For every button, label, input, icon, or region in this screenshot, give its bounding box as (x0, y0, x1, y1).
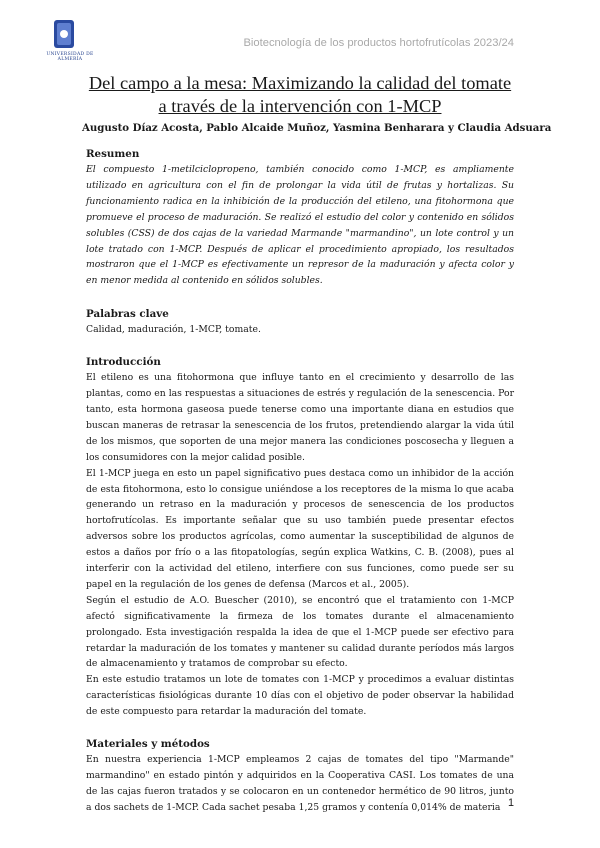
introduction-heading: Introducción (86, 356, 161, 369)
paper-title: Del campo a la mesa: Maximizando la calidad del tomate a través de la intervención con 1-MCP (88, 73, 512, 116)
running-header: Biotecnología de los productos hortofrutícolas 2023/24 (243, 37, 514, 49)
seal-center (60, 30, 68, 38)
methods-heading: Materiales y métodos (86, 738, 210, 751)
university-seal-icon (40, 18, 88, 52)
keywords-text: Calidad, maduración, 1-MCP, tomate. (86, 324, 261, 336)
introduction-paragraph: En este estudio tratamos un lote de tomates con 1-MCP y procedimos a evaluar distintas características fisiológicas durante 10 días con el objetivo de poder observar la habilidad de este compuesto para retardar la maduración del tomate. (86, 674, 514, 718)
keywords-heading: Palabras clave (86, 308, 169, 321)
paper-body (86, 146, 514, 816)
abstract-text: El compuesto 1-metilciclopropeno, también conocido como 1-MCP, es ampliamente utilizado en agricultura con el fin de prolongar la vida útil de frutas y hortalizas. Su funcionamiento radica en la inhibición de la producción del etileno, una fitohormona que promueve el proceso de maduración. Se realizó el estudio del color y contenido en sólidos solubles (CSS) de dos cajas de la variedad Marmande "marmandino", un lote control y un lote tratado con 1-MCP. Después de aplicar el procedimiento apropiado, los resultados mostraron que el 1-MCP es efectivamente un represor de la maduración y afecta color y en menor medida al contenido en sólidos solubles. (86, 164, 514, 287)
methods-text: En nuestra experiencia 1-MCP empleamos 2 cajas de tomates del tipo "Marmande" marmandino" en estado pintón y adquiridos en la Cooperativa CASI. Los tomates de una de las cajas fueron tratados y se colocaron en un contenedor hermético de 90 litros, junto a dos sachets de 1-MCP. Cada sachet pesaba 1,25 gramos y contenía 0,014% de materia (86, 754, 514, 813)
abstract-heading: Resumen (86, 148, 140, 160)
author-list: Augusto Díaz Acosta, Pablo Alcaide Muñoz, Yasmina Benharara y Claudia Adsuara (82, 122, 552, 134)
introduction-paragraph: El 1-MCP juega en esto un papel significativo pues destaca como un inhibidor de la acción de esta fitohormona, esto lo consigue uniéndose a los receptores de la misma lo que acaba generando un retraso en la maduración y procesos de senescencia de los productos hortofrutícolas. Es importante señalar que su uso también puede presentar efectos adversos sobre los productos agrícolas, como aumentar la susceptibilidad de algunos de estos a daños por frío o a las fitopatologías, según explica Watkins, C. B. (2008), pues al interferir con la actividad del etileno, interfiere con sus funciones, como puede ser su papel en la regulación de los genes de defensa (Marcos et al., 2005). (86, 467, 514, 590)
page-number: 1 (507, 797, 514, 809)
logo-text: UNIVERSIDAD DE ALMERÍA (46, 52, 94, 62)
introduction-paragraph: Según el estudio de A.O. Buescher (2010), se encontró que el tratamiento con 1-MCP afectó significativamente la firmeza de los tomates durante el almacenamiento prolongado. Esta investigación respalda la idea de que el 1-MCP puede ser efectivo para retardar la maduración de los tomates y mantener su calidad durante períodos más largos de almacenamiento y tratamos de comprobar su efecto. (86, 594, 514, 670)
introduction-paragraph: El etileno es una fitohormona que influye tanto en el crecimiento y desarrollo de las plantas, como en las respuestas a situaciones de estrés y regulación de la senescencia. Por tanto, esta hormona gaseosa puede tenerse como una importante diana en estudios que buscan maneras de retrasar la senescencia de los frutos, pretendiendo alargar la vida útil de los mismos, que soporten de una mejor manera las condiciones poscosecha y lleguen a los consumidores con la mejor calidad posible. (86, 372, 514, 463)
